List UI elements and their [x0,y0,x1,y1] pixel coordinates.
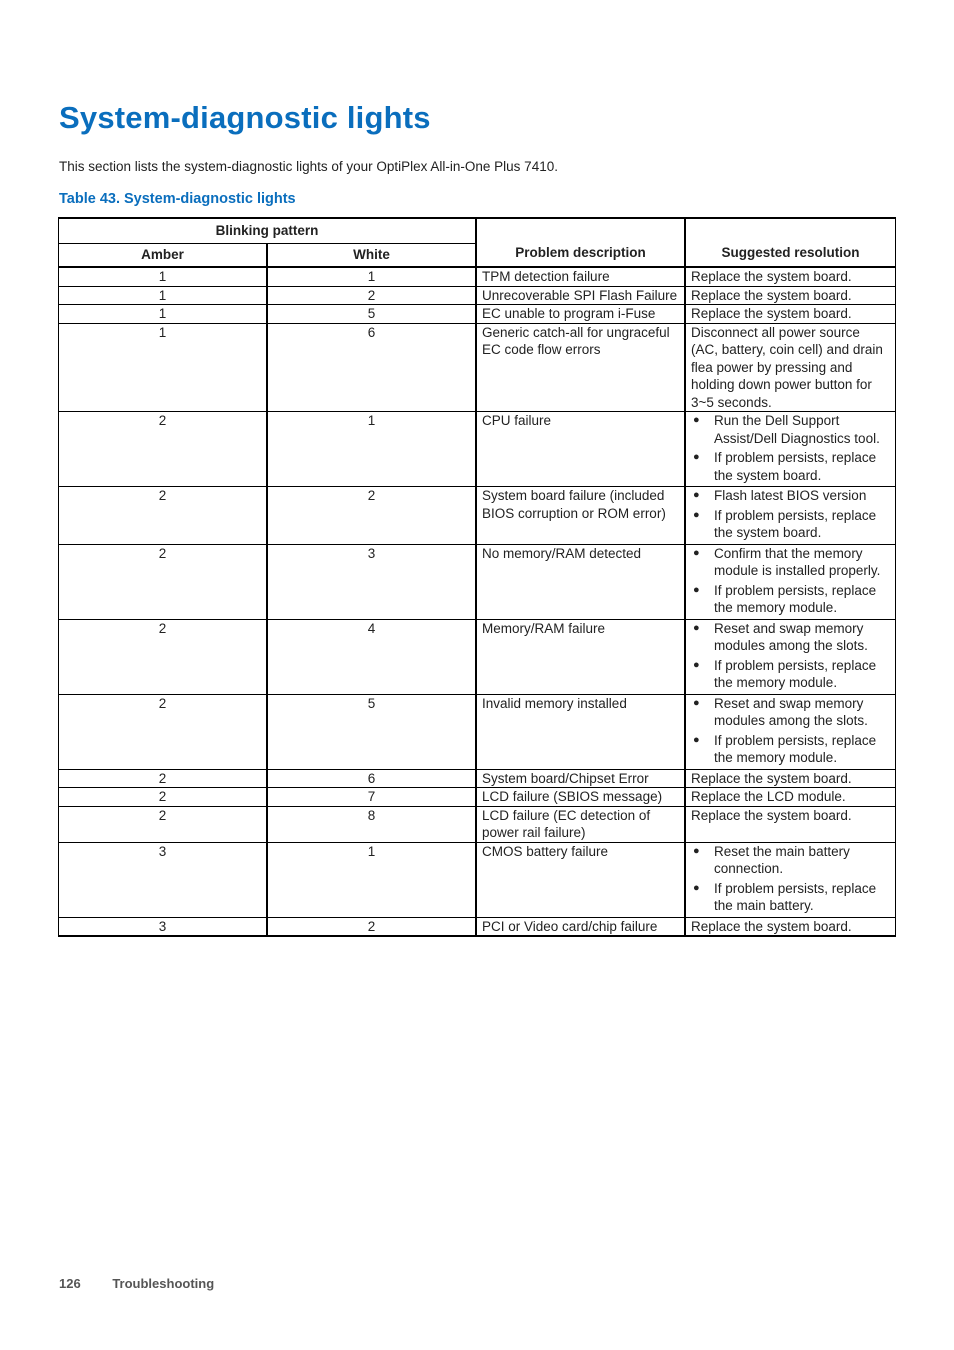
problem-description: Memory/RAM failure [476,620,685,695]
header-problem-description: Problem description [476,217,685,268]
table-row [58,695,896,770]
white-count: 1 [267,843,476,918]
intro-paragraph: This section lists the system-diagnostic lights of your OptiPlex All-in-One Plus 7410. [59,159,558,174]
resolution-step [691,620,890,655]
resolution-text: Replace the system board. [691,807,852,823]
amber-count: 2 [58,807,267,843]
problem-description: No memory/RAM detected [476,545,685,620]
resolution-list [691,620,890,692]
resolution-step-text: If problem persists, replace the memory module. [714,657,877,690]
resolution-text: Replace the system board. [691,287,852,303]
amber-count: 2 [58,487,267,545]
white-count: 7 [267,788,476,807]
table-row [58,770,896,789]
resolution-step [691,880,890,915]
white-count: 5 [267,695,476,770]
resolution-step [691,412,890,447]
suggested-resolution [685,788,896,807]
resolution-list [691,412,890,484]
table-row [58,843,896,918]
suggested-resolution [685,807,896,843]
header-white: White [267,243,476,268]
suggested-resolution [685,918,896,938]
table-row [58,807,896,843]
resolution-step-text: Flash latest BIOS version [714,488,867,503]
amber-count: 2 [58,545,267,620]
resolution-step-text: Confirm that the memory module is installed properly. [714,545,881,578]
table-row [58,487,896,545]
bullet-icon: ● [693,583,700,596]
table-row [58,412,896,487]
resolution-step-text: If problem persists, replace the system board. [714,507,877,540]
bullet-icon: ● [693,508,700,521]
resolution-text: Replace the system board. [691,770,852,786]
resolution-step-text: Reset and swap memory modules among the slots. [714,695,868,728]
resolution-text: Replace the system board. [691,269,852,284]
problem-description: Unrecoverable SPI Flash Failure [476,287,685,306]
resolution-step [691,732,890,767]
resolution-step-text: Reset the main battery connection. [714,843,850,876]
bullet-icon: ● [693,414,700,426]
problem-description: TPM detection failure [476,268,685,287]
resolution-step-text: If problem persists, replace the system board. [714,450,877,483]
white-count: 2 [267,918,476,938]
suggested-resolution [685,695,896,770]
table-row [58,305,896,324]
amber-count: 1 [58,287,267,306]
table-row [58,287,896,306]
white-count: 6 [267,770,476,789]
resolution-text: Replace the system board. [691,918,852,934]
resolution-list [691,545,890,617]
white-count: 2 [267,287,476,306]
resolution-step [691,843,890,878]
problem-description: CPU failure [476,412,685,487]
table-row [58,918,896,938]
table-row [58,788,896,807]
amber-count: 2 [58,620,267,695]
table-row [58,324,896,413]
problem-description: PCI or Video card/chip failure [476,918,685,938]
suggested-resolution [685,305,896,324]
white-count: 1 [267,412,476,487]
header-amber: Amber [58,243,267,268]
table-row [58,620,896,695]
resolution-text: Replace the LCD module. [691,789,846,804]
amber-count: 1 [58,324,267,413]
resolution-step [691,449,890,484]
footer-section-name: Troubleshooting [112,1276,215,1291]
white-count: 5 [267,305,476,324]
amber-count: 1 [58,268,267,287]
resolution-list [691,695,890,767]
page-title: System-diagnostic lights [59,100,431,135]
resolution-text: Disconnect all power source (AC, battery, coin cell) and drain flea power by pressing and holding down power button for 3~5 seconds. [691,324,883,410]
bullet-icon: ● [693,451,700,463]
suggested-resolution [685,268,896,287]
amber-count: 2 [58,695,267,770]
problem-description: Generic catch-all for ungraceful EC code flow errors [476,324,685,413]
amber-count: 3 [58,918,267,938]
amber-count: 2 [58,770,267,789]
white-count: 4 [267,620,476,695]
problem-description: CMOS battery failure [476,843,685,918]
bullet-icon: ● [693,844,700,857]
header-blinking-pattern: Blinking pattern [58,217,476,243]
bullet-icon: ● [693,658,700,671]
amber-count: 1 [58,305,267,324]
table-row [58,545,896,620]
resolution-step-text: If problem persists, replace the memory module. [714,732,877,765]
resolution-list [691,487,890,542]
table-caption: Table 43. System-diagnostic lights [59,191,296,207]
resolution-step-text: Run the Dell Support Assist/Dell Diagnostics tool. [714,413,880,446]
resolution-step [691,582,890,617]
bullet-icon: ● [693,696,700,709]
problem-description: LCD failure (EC detection of power rail failure) [476,807,685,843]
diagnostic-lights-table [58,217,896,937]
bullet-icon: ● [693,489,700,501]
table-body [58,268,896,937]
suggested-resolution [685,487,896,545]
white-count: 3 [267,545,476,620]
problem-description: System board failure (included BIOS corruption or ROM error) [476,487,685,545]
resolution-step-text: Reset and swap memory modules among the slots. [714,620,868,653]
amber-count: 2 [58,788,267,807]
problem-description: EC unable to program i-Fuse [476,305,685,324]
white-count: 1 [267,268,476,287]
white-count: 8 [267,807,476,843]
problem-description: System board/Chipset Error [476,770,685,789]
resolution-list [691,843,890,915]
resolution-step-text: If problem persists, replace the memory module. [714,582,877,615]
amber-count: 3 [58,843,267,918]
header-suggested-resolution: Suggested resolution [685,217,896,268]
resolution-step-text: If problem persists, replace the main battery. [714,880,877,913]
page-number: 126 [59,1276,81,1291]
bullet-icon: ● [693,881,700,894]
table-row [58,268,896,287]
problem-description: LCD failure (SBIOS message) [476,788,685,807]
resolution-text: Replace the system board. [691,306,852,321]
suggested-resolution [685,412,896,487]
white-count: 2 [267,487,476,545]
amber-count: 2 [58,412,267,487]
resolution-step [691,695,890,730]
problem-description: Invalid memory installed [476,695,685,770]
bullet-icon: ● [693,546,700,559]
bullet-icon: ● [693,733,700,746]
suggested-resolution [685,620,896,695]
resolution-step [691,657,890,692]
bullet-icon: ● [693,621,700,634]
suggested-resolution [685,545,896,620]
suggested-resolution [685,287,896,306]
suggested-resolution [685,770,896,789]
suggested-resolution [685,324,896,413]
white-count: 6 [267,324,476,413]
resolution-step [691,487,890,505]
suggested-resolution [685,843,896,918]
page-footer [59,1276,214,1291]
resolution-step [691,507,890,542]
resolution-step [691,545,890,580]
